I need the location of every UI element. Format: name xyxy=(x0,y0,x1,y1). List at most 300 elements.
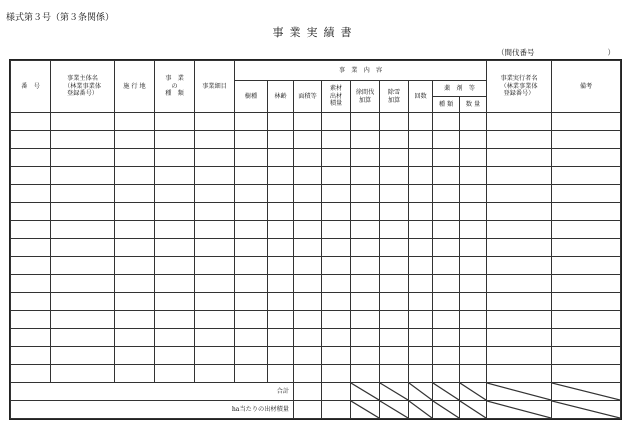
table-cell[interactable] xyxy=(487,149,552,167)
table-cell[interactable] xyxy=(433,257,460,275)
table-row xyxy=(11,293,621,311)
table-cell[interactable] xyxy=(460,257,487,275)
table-cell[interactable] xyxy=(268,311,294,329)
table-cell[interactable] xyxy=(409,149,433,167)
table-cell[interactable] xyxy=(351,203,380,221)
table-cell[interactable] xyxy=(155,131,195,149)
table-cell[interactable] xyxy=(115,239,155,257)
reference-label: （間伐番号 xyxy=(497,48,535,57)
table-cell[interactable] xyxy=(51,293,115,311)
table-cell[interactable] xyxy=(268,257,294,275)
table-cell[interactable] xyxy=(552,365,621,383)
diagonal-cell xyxy=(380,383,409,401)
table-cell[interactable] xyxy=(460,347,487,365)
table-cell[interactable] xyxy=(268,131,294,149)
table-cell[interactable] xyxy=(433,311,460,329)
table-cell[interactable] xyxy=(11,347,51,365)
table-cell[interactable] xyxy=(294,131,322,149)
table-cell[interactable] xyxy=(351,347,380,365)
table-cell[interactable] xyxy=(487,329,552,347)
table-cell[interactable] xyxy=(487,185,552,203)
table-cell[interactable] xyxy=(409,113,433,131)
table-cell[interactable] xyxy=(552,347,621,365)
table-cell[interactable] xyxy=(115,167,155,185)
table-row xyxy=(11,257,621,275)
table-cell[interactable] xyxy=(155,275,195,293)
table-cell[interactable] xyxy=(268,203,294,221)
table-cell[interactable] xyxy=(11,257,51,275)
table-cell[interactable] xyxy=(115,293,155,311)
table-cell[interactable] xyxy=(195,365,235,383)
table-row xyxy=(11,347,621,365)
table-cell[interactable] xyxy=(11,149,51,167)
table-cell[interactable] xyxy=(487,167,552,185)
table-cell[interactable] xyxy=(322,347,351,365)
table-cell[interactable] xyxy=(51,311,115,329)
table-cell[interactable] xyxy=(380,167,409,185)
table-cell[interactable] xyxy=(11,185,51,203)
table-row xyxy=(11,113,621,131)
col-timber-volume: 素材 出材 積量 xyxy=(322,81,351,113)
total-row xyxy=(11,383,621,401)
table-cell[interactable] xyxy=(195,203,235,221)
table-cell[interactable] xyxy=(268,167,294,185)
table-cell[interactable] xyxy=(409,221,433,239)
table-cell[interactable] xyxy=(294,185,322,203)
table-cell[interactable] xyxy=(195,239,235,257)
table-cell[interactable] xyxy=(51,113,115,131)
table-cell[interactable] xyxy=(409,185,433,203)
table-cell[interactable] xyxy=(115,257,155,275)
table-cell[interactable] xyxy=(552,239,621,257)
table-cell[interactable] xyxy=(51,221,115,239)
reference-number xyxy=(497,47,615,58)
table-cell[interactable] xyxy=(380,257,409,275)
diagonal-cell xyxy=(460,383,487,401)
area-total-cell[interactable] xyxy=(294,383,322,401)
table-row xyxy=(11,239,621,257)
table-cell[interactable] xyxy=(322,329,351,347)
table-cell[interactable] xyxy=(552,329,621,347)
table-cell[interactable] xyxy=(235,365,268,383)
table-cell[interactable] xyxy=(409,167,433,185)
table-cell[interactable] xyxy=(433,149,460,167)
table-cell[interactable] xyxy=(433,347,460,365)
table-cell[interactable] xyxy=(351,275,380,293)
table-cell[interactable] xyxy=(115,365,155,383)
diagonal-cell xyxy=(409,401,433,419)
diagonal-cell xyxy=(460,401,487,419)
table-cell[interactable] xyxy=(380,311,409,329)
table-cell[interactable] xyxy=(487,311,552,329)
table-cell[interactable] xyxy=(195,113,235,131)
table-cell[interactable] xyxy=(460,293,487,311)
table-cell[interactable] xyxy=(51,131,115,149)
table-cell[interactable] xyxy=(115,275,155,293)
col-chemicals: 薬 剤 等 xyxy=(433,81,487,97)
table-cell[interactable] xyxy=(195,275,235,293)
table-cell[interactable] xyxy=(294,347,322,365)
table-cell[interactable] xyxy=(115,113,155,131)
table-cell[interactable] xyxy=(155,149,195,167)
table-cell[interactable] xyxy=(11,311,51,329)
table-cell[interactable] xyxy=(195,167,235,185)
table-cell[interactable] xyxy=(460,329,487,347)
table-cell[interactable] xyxy=(294,203,322,221)
diagonal-cell xyxy=(433,401,460,419)
col-location: 施 行 地 xyxy=(115,61,155,113)
table-cell[interactable] xyxy=(11,167,51,185)
table-cell[interactable] xyxy=(51,275,115,293)
table-cell[interactable] xyxy=(268,365,294,383)
table-cell[interactable] xyxy=(351,221,380,239)
table-cell[interactable] xyxy=(322,131,351,149)
table-cell[interactable] xyxy=(409,365,433,383)
table-cell[interactable] xyxy=(294,257,322,275)
table-cell[interactable] xyxy=(268,113,294,131)
table-cell[interactable] xyxy=(552,221,621,239)
col-chem-qty: 数 量 xyxy=(460,97,487,113)
table-cell[interactable] xyxy=(155,203,195,221)
table-cell[interactable] xyxy=(433,275,460,293)
table-cell[interactable] xyxy=(322,311,351,329)
table-cell[interactable] xyxy=(351,257,380,275)
col-count: 回数 xyxy=(409,81,433,113)
table-row xyxy=(11,203,621,221)
table-cell[interactable] xyxy=(351,113,380,131)
table-cell[interactable] xyxy=(51,329,115,347)
table-cell[interactable] xyxy=(155,257,195,275)
col-business-type: 事 業 の 種 類 xyxy=(155,61,195,113)
table-cell[interactable] xyxy=(380,239,409,257)
table-cell[interactable] xyxy=(322,293,351,311)
table-row xyxy=(11,149,621,167)
table-cell[interactable] xyxy=(51,239,115,257)
table-cell[interactable] xyxy=(115,347,155,365)
table-cell[interactable] xyxy=(487,203,552,221)
table-cell[interactable] xyxy=(11,203,51,221)
diagonal-cell xyxy=(409,383,433,401)
table-cell[interactable] xyxy=(235,131,268,149)
table-cell[interactable] xyxy=(235,329,268,347)
table-cell[interactable] xyxy=(155,293,195,311)
table-cell[interactable] xyxy=(268,221,294,239)
table-cell[interactable] xyxy=(409,311,433,329)
table-cell[interactable] xyxy=(351,311,380,329)
table-cell[interactable] xyxy=(552,257,621,275)
table-cell[interactable] xyxy=(235,257,268,275)
table-cell[interactable] xyxy=(460,221,487,239)
diagonal-cell xyxy=(487,383,552,401)
table-cell[interactable] xyxy=(51,203,115,221)
table-cell[interactable] xyxy=(155,365,195,383)
table-cell[interactable] xyxy=(294,275,322,293)
results-table xyxy=(10,60,621,419)
table-cell[interactable] xyxy=(409,347,433,365)
table-cell[interactable] xyxy=(409,239,433,257)
table-cell[interactable] xyxy=(351,293,380,311)
table-cell[interactable] xyxy=(195,149,235,167)
table-cell[interactable] xyxy=(409,203,433,221)
table-cell[interactable] xyxy=(268,239,294,257)
table-cell[interactable] xyxy=(268,293,294,311)
table-cell[interactable] xyxy=(380,275,409,293)
table-cell[interactable] xyxy=(380,131,409,149)
table-cell[interactable] xyxy=(322,113,351,131)
area-total-cell[interactable] xyxy=(294,401,322,419)
table-cell[interactable] xyxy=(51,347,115,365)
table-row xyxy=(11,167,621,185)
table-cell[interactable] xyxy=(409,131,433,149)
table-cell[interactable] xyxy=(380,203,409,221)
table-cell[interactable] xyxy=(11,293,51,311)
table-cell[interactable] xyxy=(195,329,235,347)
table-cell[interactable] xyxy=(460,275,487,293)
table-cell[interactable] xyxy=(552,293,621,311)
table-cell[interactable] xyxy=(552,113,621,131)
table-cell[interactable] xyxy=(294,221,322,239)
table-cell[interactable] xyxy=(487,131,552,149)
table-cell[interactable] xyxy=(115,221,155,239)
table-cell[interactable] xyxy=(11,275,51,293)
col-chem-kind: 種 類 xyxy=(433,97,460,113)
table-cell[interactable] xyxy=(195,131,235,149)
table-cell[interactable] xyxy=(487,365,552,383)
table-cell[interactable] xyxy=(11,221,51,239)
table-cell[interactable] xyxy=(268,347,294,365)
col-number: 番 号 xyxy=(11,61,51,113)
table-cell[interactable] xyxy=(51,149,115,167)
total-row-label: 合計 xyxy=(11,383,294,401)
table-cell[interactable] xyxy=(433,167,460,185)
table-cell[interactable] xyxy=(155,239,195,257)
volume-total-cell[interactable] xyxy=(322,401,351,419)
table-cell[interactable] xyxy=(409,329,433,347)
table-row xyxy=(11,131,621,149)
table-cell[interactable] xyxy=(294,311,322,329)
table-cell[interactable] xyxy=(380,365,409,383)
table-cell[interactable] xyxy=(487,347,552,365)
table-cell[interactable] xyxy=(433,221,460,239)
table-cell[interactable] xyxy=(487,113,552,131)
table-cell[interactable] xyxy=(487,257,552,275)
table-cell[interactable] xyxy=(195,347,235,365)
table-cell[interactable] xyxy=(235,239,268,257)
table-cell[interactable] xyxy=(155,167,195,185)
col-thinning-addition: 徐間伐 加算 xyxy=(351,81,380,113)
form-number: 様式第３号（第３条関係） xyxy=(6,13,115,23)
table-cell[interactable] xyxy=(487,239,552,257)
table-cell[interactable] xyxy=(195,257,235,275)
col-remarks: 備考 xyxy=(552,61,621,113)
table-row xyxy=(11,311,621,329)
diagonal-cell xyxy=(433,383,460,401)
table-cell[interactable] xyxy=(235,275,268,293)
table-cell[interactable] xyxy=(322,275,351,293)
table-cell[interactable] xyxy=(433,329,460,347)
table-cell[interactable] xyxy=(322,239,351,257)
table-cell[interactable] xyxy=(460,239,487,257)
table-cell[interactable] xyxy=(294,149,322,167)
table-cell[interactable] xyxy=(460,167,487,185)
table-cell[interactable] xyxy=(351,167,380,185)
table-cell[interactable] xyxy=(380,293,409,311)
table-cell[interactable] xyxy=(351,365,380,383)
table-row xyxy=(11,329,621,347)
table-row xyxy=(11,365,621,383)
table-cell[interactable] xyxy=(155,329,195,347)
table-cell[interactable] xyxy=(380,221,409,239)
table-cell[interactable] xyxy=(380,347,409,365)
table-cell[interactable] xyxy=(294,293,322,311)
col-operator-name: 事業主体名 （林業事業体 登録番号） xyxy=(51,61,115,113)
table-cell[interactable] xyxy=(155,221,195,239)
per-ha-row-label: ha当たりの出材積量 xyxy=(11,401,294,419)
table-cell[interactable] xyxy=(268,185,294,203)
volume-total-cell[interactable] xyxy=(322,383,351,401)
diagonal-cell xyxy=(351,383,380,401)
table-cell[interactable] xyxy=(322,257,351,275)
table-cell[interactable] xyxy=(51,365,115,383)
table-cell[interactable] xyxy=(351,185,380,203)
table-cell[interactable] xyxy=(322,221,351,239)
table-cell[interactable] xyxy=(322,203,351,221)
table-cell[interactable] xyxy=(268,275,294,293)
table-cell[interactable] xyxy=(155,347,195,365)
table-cell[interactable] xyxy=(552,131,621,149)
col-area: 面積等 xyxy=(294,81,322,113)
diagonal-cell xyxy=(380,401,409,419)
table-cell[interactable] xyxy=(487,221,552,239)
table-cell[interactable] xyxy=(351,149,380,167)
table-cell[interactable] xyxy=(115,203,155,221)
table-cell[interactable] xyxy=(294,239,322,257)
table-cell[interactable] xyxy=(235,113,268,131)
table-cell[interactable] xyxy=(552,275,621,293)
table-cell[interactable] xyxy=(195,311,235,329)
table-cell[interactable] xyxy=(51,257,115,275)
table-cell[interactable] xyxy=(351,239,380,257)
table-cell[interactable] xyxy=(433,185,460,203)
table-cell[interactable] xyxy=(155,185,195,203)
table-cell[interactable] xyxy=(433,293,460,311)
table-row xyxy=(11,185,621,203)
table-cell[interactable] xyxy=(433,203,460,221)
col-business-detail: 事業細目 xyxy=(195,61,235,113)
table-cell[interactable] xyxy=(11,365,51,383)
table-cell[interactable] xyxy=(11,113,51,131)
table-cell[interactable] xyxy=(11,131,51,149)
diagonal-cell xyxy=(552,401,621,419)
table-cell[interactable] xyxy=(409,293,433,311)
table-cell[interactable] xyxy=(235,347,268,365)
table-cell[interactable] xyxy=(115,185,155,203)
table-cell[interactable] xyxy=(235,149,268,167)
table-cell[interactable] xyxy=(195,293,235,311)
table-cell[interactable] xyxy=(235,203,268,221)
page-title: 事業実績書 xyxy=(272,26,358,39)
table-cell[interactable] xyxy=(235,311,268,329)
table-cell[interactable] xyxy=(552,149,621,167)
table-cell[interactable] xyxy=(487,275,552,293)
table-cell[interactable] xyxy=(460,311,487,329)
table-cell[interactable] xyxy=(268,149,294,167)
table-cell[interactable] xyxy=(51,167,115,185)
table-cell[interactable] xyxy=(552,167,621,185)
col-executor-name: 事業実行者名 （林業事業体 登録番号） xyxy=(487,61,552,113)
table-cell[interactable] xyxy=(409,257,433,275)
table-cell[interactable] xyxy=(235,221,268,239)
table-cell[interactable] xyxy=(322,365,351,383)
table-cell[interactable] xyxy=(51,185,115,203)
col-business-content: 事 業 内 容 xyxy=(235,61,487,81)
col-species: 樹種 xyxy=(235,81,268,113)
table-cell[interactable] xyxy=(433,365,460,383)
table-cell[interactable] xyxy=(460,365,487,383)
table-cell[interactable] xyxy=(294,167,322,185)
table-cell[interactable] xyxy=(552,203,621,221)
table-cell[interactable] xyxy=(155,311,195,329)
per-ha-row xyxy=(11,401,621,419)
table-cell[interactable] xyxy=(268,329,294,347)
table-cell[interactable] xyxy=(11,329,51,347)
table-cell[interactable] xyxy=(294,113,322,131)
table-cell[interactable] xyxy=(487,293,552,311)
col-snow-addition: 除雪 加算 xyxy=(380,81,409,113)
table-cell[interactable] xyxy=(351,131,380,149)
table-cell[interactable] xyxy=(433,113,460,131)
table-cell[interactable] xyxy=(433,239,460,257)
table-cell[interactable] xyxy=(235,185,268,203)
table-cell[interactable] xyxy=(380,113,409,131)
table-cell[interactable] xyxy=(115,149,155,167)
table-row xyxy=(11,275,621,293)
table-cell[interactable] xyxy=(460,149,487,167)
table-cell[interactable] xyxy=(460,131,487,149)
table-cell[interactable] xyxy=(235,293,268,311)
reference-close: ） xyxy=(607,48,615,57)
table-cell[interactable] xyxy=(235,167,268,185)
table-cell[interactable] xyxy=(294,365,322,383)
table-cell[interactable] xyxy=(322,167,351,185)
diagonal-cell xyxy=(351,401,380,419)
table-cell[interactable] xyxy=(294,329,322,347)
table-cell[interactable] xyxy=(322,185,351,203)
table-cell[interactable] xyxy=(115,131,155,149)
table-cell[interactable] xyxy=(155,113,195,131)
table-cell[interactable] xyxy=(351,329,380,347)
table-cell[interactable] xyxy=(380,149,409,167)
col-age: 林齢 xyxy=(268,81,294,113)
table-cell[interactable] xyxy=(460,185,487,203)
table-cell[interactable] xyxy=(11,239,51,257)
diagonal-cell xyxy=(552,383,621,401)
table-cell[interactable] xyxy=(433,131,460,149)
table-cell[interactable] xyxy=(409,275,433,293)
table-cell[interactable] xyxy=(380,329,409,347)
table-row xyxy=(11,221,621,239)
table-cell[interactable] xyxy=(195,221,235,239)
table-cell[interactable] xyxy=(322,149,351,167)
table-cell[interactable] xyxy=(552,311,621,329)
table-cell[interactable] xyxy=(460,203,487,221)
table-cell[interactable] xyxy=(380,185,409,203)
table-cell[interactable] xyxy=(552,185,621,203)
table-cell[interactable] xyxy=(115,329,155,347)
table-cell[interactable] xyxy=(115,311,155,329)
table-cell[interactable] xyxy=(460,113,487,131)
table-cell[interactable] xyxy=(195,185,235,203)
